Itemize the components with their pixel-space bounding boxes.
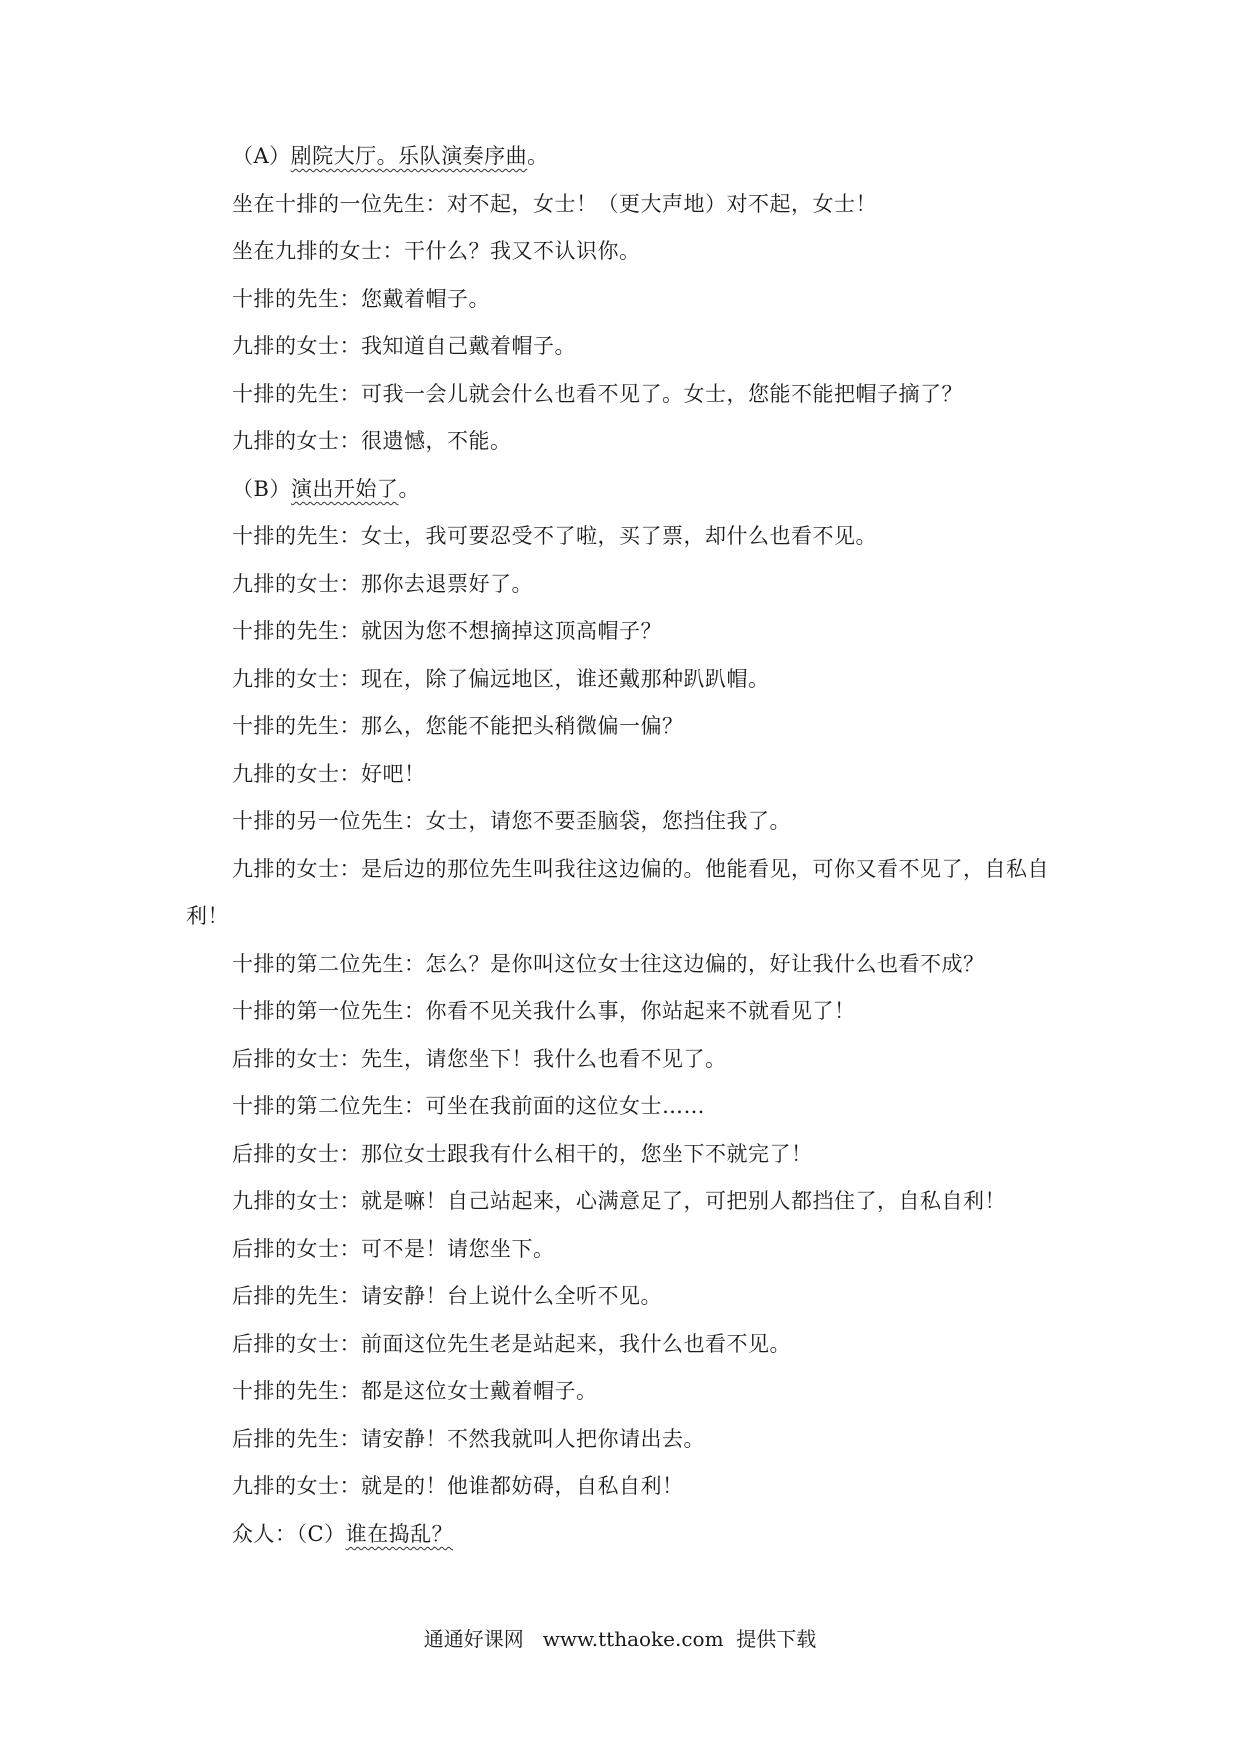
scene-c-line	[232, 1520, 453, 1548]
dialogue-line: 后排的女士：先生，请您坐下！我什么也看不见了。	[232, 1047, 727, 1071]
scene-a-label: （A）	[232, 144, 291, 168]
scene-c-marked-text: 谁在捣乱？	[345, 1522, 454, 1546]
dialogue-line: 坐在十排的一位先生：对不起，女士！（更大声地）对不起，女士！	[232, 192, 877, 216]
dialogue-line: 九排的女士：我知道自己戴着帽子。	[232, 334, 576, 358]
dialogue-line: 十排的第二位先生：可坐在我前面的这位女士……	[232, 1094, 705, 1118]
dialogue-line: 九排的女士：好吧！	[232, 762, 426, 786]
scene-c-label: 众人：（C）	[232, 1522, 346, 1546]
dialogue-line: 后排的女士：前面这位先生老是站起来，我什么也看不见。	[232, 1332, 791, 1356]
dialogue-line: 十排的第一位先生：你看不见关我什么事，你站起来不就看见了！	[232, 999, 856, 1023]
scene-a-suffix: 。	[527, 144, 549, 168]
scene-b-suffix: 。	[398, 477, 420, 501]
dialogue-line: 坐在九排的女士：干什么？我又不认识你。	[232, 239, 641, 263]
page-footer: 通通好课网 www.tthaoke.com 提供下载	[423, 1627, 817, 1651]
dialogue-line: 后排的先生：请安静！不然我就叫人把你请出去。	[232, 1427, 705, 1451]
scene-b-heading	[232, 475, 420, 503]
dialogue-line: 九排的女士：就是的！他谁都妨碍，自私自利！	[232, 1474, 684, 1498]
scene-a-marked-text: 剧院大厅。乐队演奏序曲	[290, 144, 528, 168]
dialogue-line: 十排的先生：女士，我可要忍受不了啦，买了票，却什么也看不见。	[232, 524, 877, 548]
dialogue-line-continuation: 利！	[186, 904, 229, 928]
dialogue-line: 十排的先生：就因为您不想摘掉这顶高帽子？	[232, 619, 662, 643]
dialogue-line: 十排的先生：您戴着帽子。	[232, 287, 490, 311]
dialogue-line: 九排的女士：是后边的那位先生叫我往这边偏的。他能看见，可你又看不见了，自私自	[232, 857, 1049, 881]
dialogue-line: 后排的先生：请安静！台上说什么全听不见。	[232, 1284, 662, 1308]
dialogue-line: 十排的先生：可我一会儿就会什么也看不见了。女士，您能不能把帽子摘了？	[232, 382, 963, 406]
dialogue-line: 十排的先生：那么，您能不能把头稍微偏一偏？	[232, 714, 684, 738]
dialogue-line: 九排的女士：那你去退票好了。	[232, 572, 533, 596]
dialogue-line: 后排的女士：那位女士跟我有什么相干的，您坐下不就完了！	[232, 1142, 813, 1166]
dialogue-line: 九排的女士：就是嘛！自己站起来，心满意足了，可把别人都挡住了，自私自利！	[232, 1189, 1006, 1213]
dialogue-line: 九排的女士：现在，除了偏远地区，谁还戴那种趴趴帽。	[232, 667, 770, 691]
scene-b-label: （B）	[232, 477, 291, 501]
dialogue-line: 十排的第二位先生：怎么？是你叫这位女士往这边偏的，好让我什么也看不成？	[232, 952, 985, 976]
dialogue-line: 后排的女士：可不是！请您坐下。	[232, 1237, 555, 1261]
dialogue-line: 十排的先生：都是这位女士戴着帽子。	[232, 1379, 598, 1403]
scene-a-heading	[232, 142, 549, 170]
scene-b-marked-text: 演出开始了	[290, 477, 399, 501]
dialogue-line: 九排的女士：很遗憾，不能。	[232, 429, 512, 453]
dialogue-line: 十排的另一位先生：女士，请您不要歪脑袋，您挡住我了。	[232, 809, 791, 833]
